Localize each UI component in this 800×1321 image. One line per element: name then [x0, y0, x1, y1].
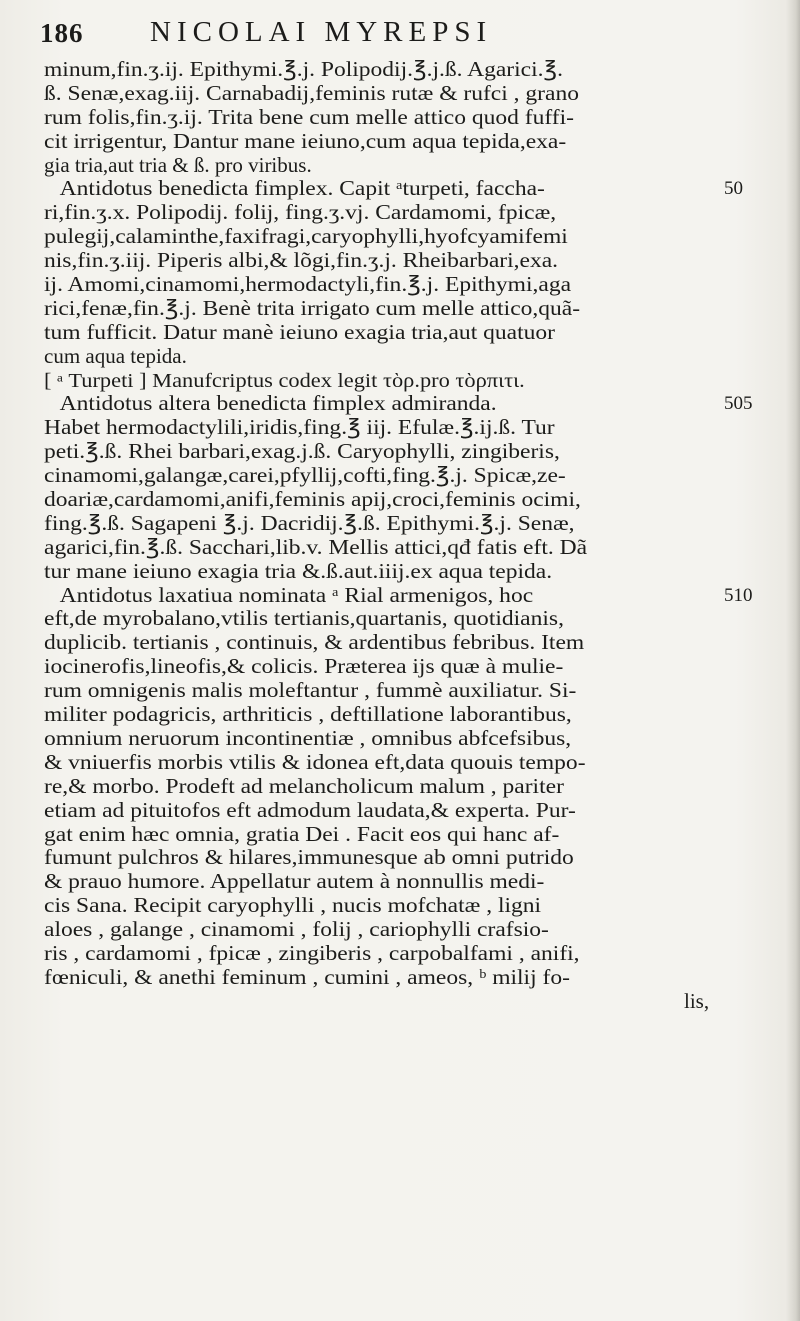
page-edge-shadow [786, 0, 800, 1321]
text-line [44, 655, 744, 679]
text-line [44, 582, 753, 608]
line-text: cis Sana. Recipit caryophylli , nucis mofchatæ , ligni [44, 893, 542, 918]
line-text: ri,fin.ʒ.x. Polipodij. folij, fing.ʒ.vj. Cardamomi, fpicæ, [44, 200, 557, 225]
text-line [44, 249, 744, 273]
body-text [44, 57, 753, 1014]
line-text: omnium neruorum incontinentiæ , omnibus abfcefsibus, [44, 725, 572, 750]
line-text: nis,fin.ʒ.iij. Piperis albi,& lõgi,fin.ʒ.j. Rheibarbari,exa. [44, 248, 559, 273]
text-line [44, 870, 744, 894]
line-text: agarici,fin.℥.ß. Sacchari,lib.v. Mellis attici,qđ fatis eft. Dã [44, 534, 588, 559]
text-line [44, 942, 744, 966]
line-text: Antidotus laxatiua nominata ᵃ Rial armenigos, hoc [59, 582, 534, 607]
line-text: gat enim hæc omnia, gratia Dei . Facit eos qui hanc af- [44, 821, 560, 846]
running-head: NICOLAI MYREPSI [150, 16, 493, 48]
line-number: 50 [724, 178, 743, 200]
text-line [44, 631, 744, 655]
line-text: aloes , galange , cinamomi , folij , cariophylli crafsio- [44, 917, 549, 942]
line-text: Antidotus benedicta fimplex. Capit ᵃturpeti, faccha- [59, 176, 545, 201]
text-line [44, 775, 744, 799]
line-text: ris , cardamomi , fpicæ , zingiberis , carpobalfami , anifi, [44, 940, 580, 965]
line-text: fing.℥.ß. Sagapeni ℥.j. Dacridij.℥.ß. Epithymi.℥.j. Senæ, [44, 510, 575, 535]
text-line [44, 130, 744, 154]
line-number: 505 [724, 393, 753, 415]
line-text: cinamomi,galangæ,carei,pfyllij,cofti,fing.℥.j. Spicæ,ze- [44, 463, 566, 488]
line-text: ß. Senæ,exag.iij. Carnabadij,feminis rutæ & rufci , grano [44, 80, 579, 105]
line-text: rum omnigenis malis moleftantur , fummè auxiliatur. Si- [44, 678, 577, 703]
line-text: eft,de myrobalano,vtilis tertianis,quartanis, quotidianis, [44, 606, 564, 631]
text-line [44, 321, 744, 345]
text-line [44, 823, 744, 847]
text-line [44, 391, 753, 416]
line-text: rum folis,fin.ʒ.ij. Trita bene cum melle attico quod fuffi- [44, 104, 574, 129]
text-line [44, 918, 744, 942]
line-text: & prauo humore. Appellatur autem à nonnullis medi- [44, 869, 545, 894]
text-line [44, 560, 744, 584]
text-line [44, 703, 744, 727]
line-text: duplicib. tertianis , continuis, & ardentibus febribus. Item [44, 630, 585, 655]
text-line [44, 679, 744, 703]
line-text: cit irrigentur, Dantur mane ieiuno,cum aqua tepida,exa- [44, 128, 567, 153]
text-line [44, 82, 744, 106]
line-text: tur mane ieiuno exagia tria &.ß.aut.iiij.ex aqua tepida. [44, 558, 553, 583]
line-text: re,& morbo. Prodeft ad melancholicum malum , pariter [44, 773, 564, 798]
text-line [44, 416, 744, 440]
text-line [44, 846, 744, 870]
text-line [44, 894, 744, 918]
text-line [44, 345, 744, 369]
text-line [44, 488, 744, 512]
line-text: cum aqua tepida. [44, 343, 187, 368]
line-text: rici,fenæ,fin.℥.j. Benè trita irrigato cum melle attico,quã- [44, 295, 581, 320]
line-text: militer podagricis, arthriticis , deftillatione laborantibus, [44, 702, 572, 727]
text-line [44, 966, 744, 990]
text-line [44, 201, 744, 225]
text-line [44, 225, 744, 249]
line-text: ij. Amomi,cinamomi,hermodactyli,fin.℥.j. Epithymi,aga [44, 272, 572, 297]
line-text: lis, [684, 988, 710, 1013]
text-line [44, 177, 744, 201]
line-number: 510 [724, 584, 753, 606]
line-text: tum fufficit. Datur manè ieiuno exagia tria,aut quatuor [44, 319, 555, 344]
page-number: 186 [40, 18, 84, 48]
text-line [44, 297, 744, 321]
line-text: gia tria,aut tria & ß. pro viribus. [44, 152, 312, 177]
line-text: & vniuerfis morbis vtilis & idonea eft,data quouis tempo- [44, 749, 586, 774]
text-line [44, 727, 744, 751]
text-line [44, 58, 744, 82]
line-text: Antidotus altera benedicta fimplex admiranda. [59, 391, 497, 416]
line-text: Habet hermodactylili,iridis,fing.℥ iij. Efulæ.℥.ij.ß. Tur [44, 415, 555, 440]
note-text: [ ᵃ Turpeti ] Manufcriptus codex legit τὸρ.pro τὸρπιτι. [44, 369, 525, 392]
text-line [44, 154, 744, 178]
text-line [44, 464, 744, 488]
line-text: peti.℥.ß. Rhei barbari,exag.j.ß. Caryophylli, zingiberis, [44, 439, 560, 464]
line-text: minum,fin.ʒ.ij. Epithymi.℥.j. Polipodij.℥.j.ß. Agarici.℥. [44, 57, 563, 81]
text-line [44, 799, 744, 823]
line-text: etiam ad pituitofos eft admodum laudata,& experta. Pur- [44, 797, 576, 822]
text-line [44, 751, 744, 775]
text-line [44, 512, 744, 536]
line-text: fumunt pulchros & hilares,immunesque ab omni putrido [44, 845, 574, 870]
text-line [44, 990, 744, 1014]
line-text: fœniculi, & anethi feminum , cumini , ameos, ᵇ milij fo- [44, 964, 570, 989]
line-text: iocinerofis,lineofis,& colicis. Præterea ijs quæ à mulie- [44, 654, 564, 679]
text-line [44, 273, 744, 297]
text-line [44, 607, 744, 631]
text-line [44, 536, 744, 560]
line-text: doariæ,cardamomi,anifi,feminis apij,croci,feminis ocimi, [44, 487, 581, 512]
text-line [44, 106, 744, 130]
text-line [44, 440, 744, 464]
line-text: pulegij,calaminthe,faxifragi,caryophylli,hyofcyamifemi [44, 224, 568, 249]
note-line [44, 369, 744, 393]
